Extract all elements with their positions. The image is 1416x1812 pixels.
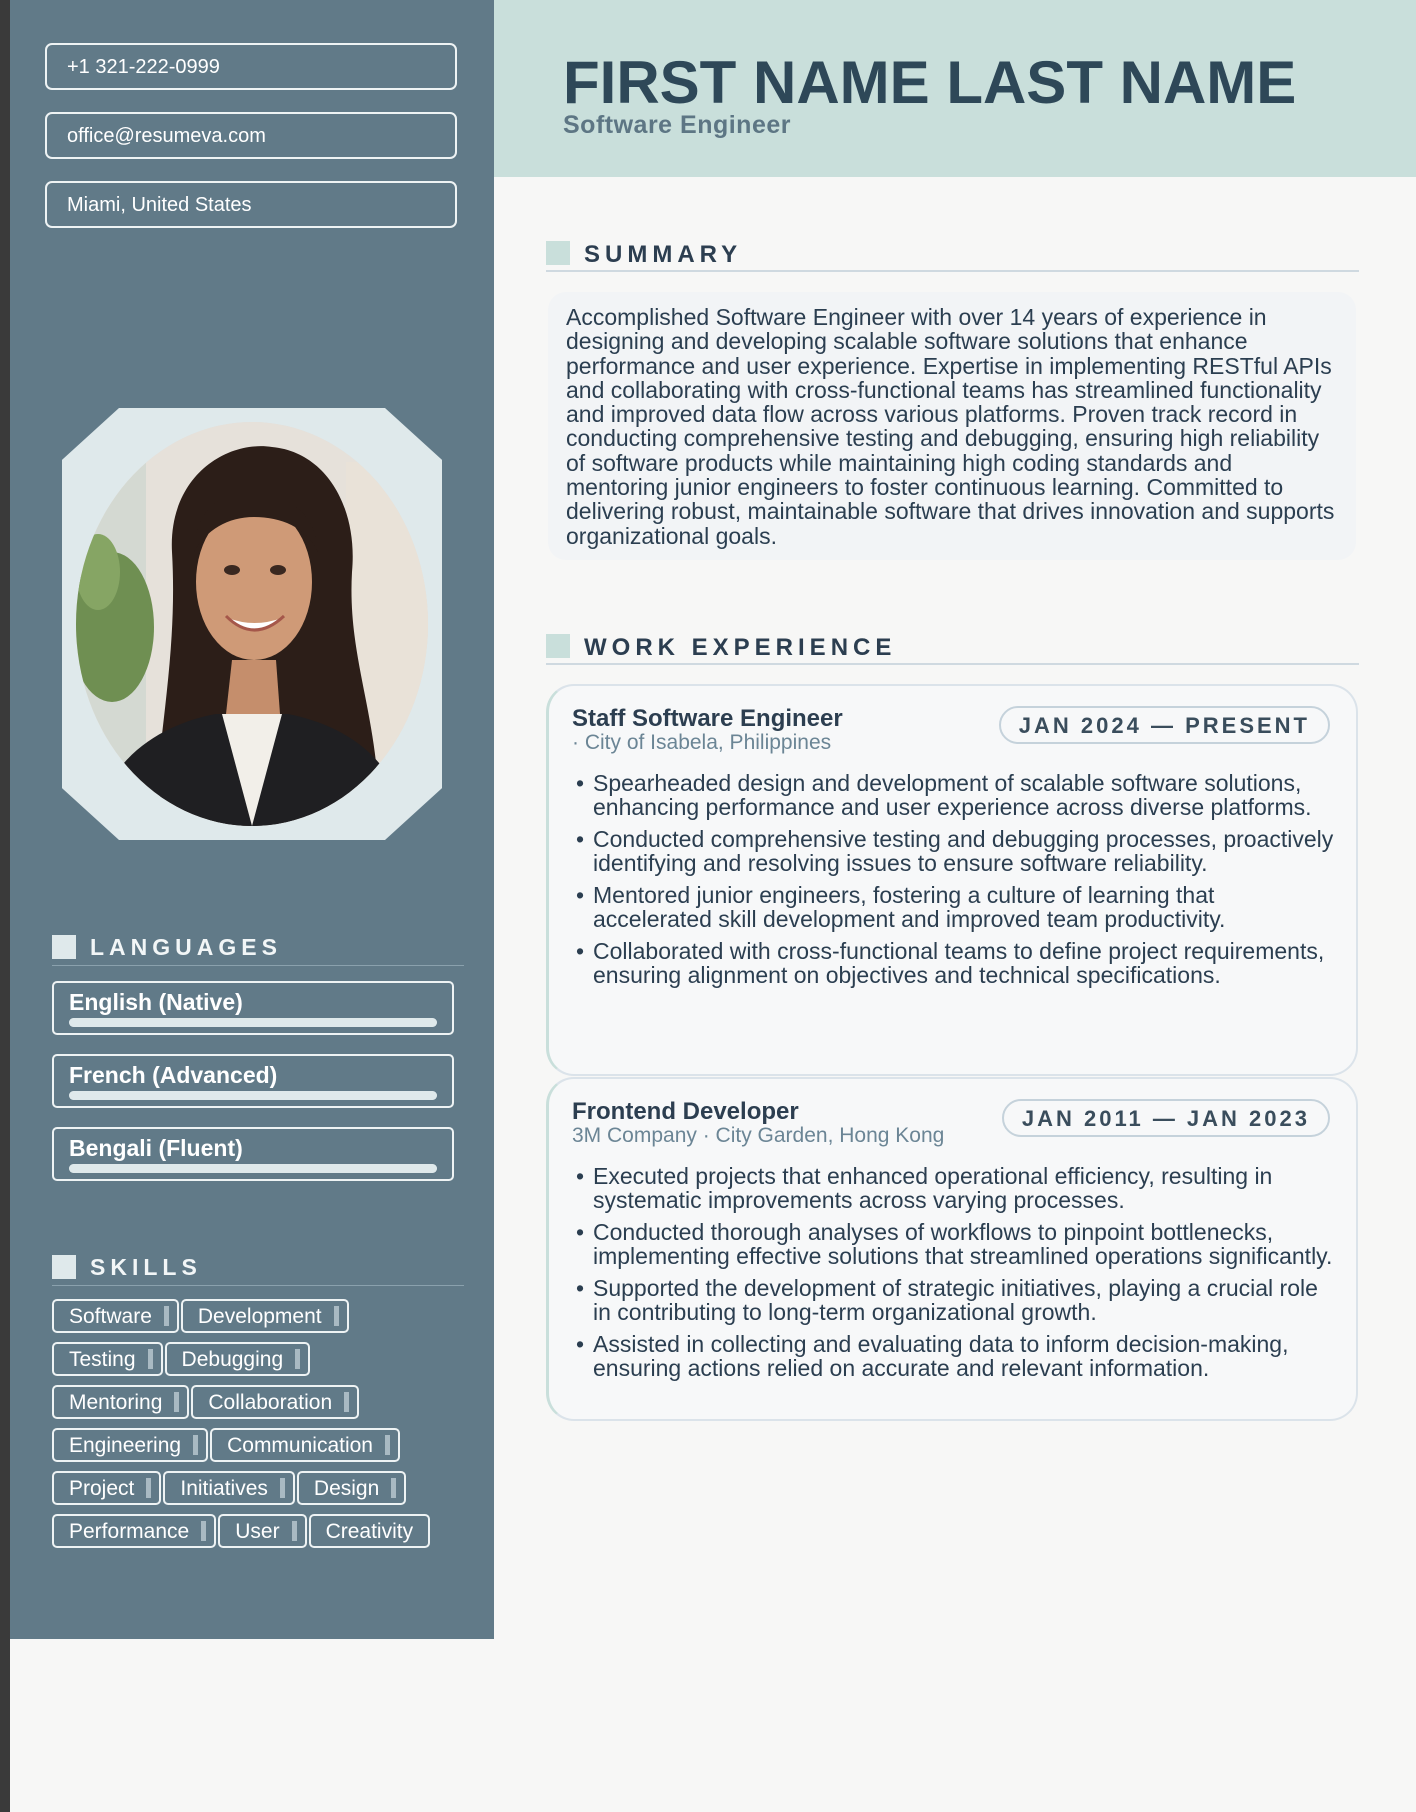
skill-label: Development (197, 1304, 322, 1328)
heading-marker-square (52, 1255, 76, 1279)
language-level-fill (69, 1091, 437, 1100)
skill-label: Project (69, 1476, 135, 1500)
skill-label: Collaboration (208, 1390, 333, 1414)
skill-chip (309, 1514, 431, 1548)
heading-marker-square (52, 935, 76, 959)
summary-heading-text: SUMMARY (584, 241, 743, 268)
skill-chip (191, 1385, 359, 1419)
skill-level-mark (146, 1478, 151, 1498)
skills-row (52, 1299, 464, 1333)
skill-chip (181, 1299, 349, 1333)
skill-chip (52, 1342, 163, 1376)
skill-chip (52, 1514, 216, 1548)
languages-heading-text: LANGUAGES (90, 934, 282, 960)
language-level-fill (69, 1018, 437, 1027)
skills-heading (52, 1251, 464, 1286)
job-location: · City of Isabela, Philippines (572, 731, 832, 754)
skill-label: Software (69, 1304, 152, 1328)
job-card (546, 684, 1358, 1076)
skill-chip (210, 1428, 400, 1462)
job-bullet: • Collaborated with cross-functional teams to define project requirements, ensuring alignment on objectives and technical specifications. (572, 939, 1334, 988)
skill-level-mark (295, 1349, 300, 1369)
job-bullets (572, 1164, 1334, 1388)
candidate-name: FIRST NAME LAST NAME (563, 49, 1297, 116)
job-bullet: • Conducted comprehensive testing and debugging processes, proactively identifying and resolving issues to ensure software reliability. (572, 827, 1334, 876)
contact-location: Miami, United States (45, 181, 457, 228)
skills-list (52, 1299, 464, 1557)
summary-text: Accomplished Software Engineer with over 14 years of experience in designing and developing scalable software solutions that enhance performance and user experience. Expertise in implementing RESTful APIs and collaborating with cross-functional teams has streamlined functionality and improved data flow across various platforms. Proven track record in conducting comprehensive testing and debugging, ensuring high reliability of software products while maintaining high coding standards and mentoring junior engineers to foster continuous learning. Committed to delivering robust, maintainable software that drives innovation and supports organizational goals. (548, 292, 1356, 560)
job-dates-badge: JAN 2024 — PRESENT (999, 706, 1330, 744)
languages-heading (52, 931, 464, 966)
portrait-illustration (76, 422, 428, 826)
job-bullet: • Supported the development of strategic initiatives, playing a crucial role in contributing to long-term organizational growth. (572, 1276, 1334, 1325)
language-level-fill (69, 1164, 437, 1173)
job-bullets (572, 771, 1334, 995)
skill-level-mark (391, 1478, 396, 1498)
skills-row (52, 1514, 464, 1548)
skill-level-mark (201, 1521, 206, 1541)
profile-photo-frame (62, 408, 442, 840)
skill-label: Engineering (69, 1433, 182, 1457)
job-card (546, 1077, 1358, 1421)
skill-chip (163, 1471, 295, 1505)
skill-label: Design (313, 1476, 380, 1500)
heading-marker-square (546, 634, 570, 658)
language-level-bar (69, 1018, 437, 1027)
skill-label: Communication (227, 1433, 373, 1457)
skill-chip (52, 1428, 208, 1462)
skills-row (52, 1342, 464, 1376)
job-bullet: • Conducted thorough analyses of workflows to pinpoint bottlenecks, implementing effective solutions that streamlined operations significantly. (572, 1220, 1334, 1269)
skill-chip (297, 1471, 406, 1505)
skill-level-mark (164, 1306, 169, 1326)
language-label: Bengali (Fluent) (69, 1135, 243, 1161)
skill-chip (52, 1299, 179, 1333)
skills-section (52, 1251, 464, 1543)
skills-row (52, 1428, 464, 1462)
skill-level-mark (148, 1349, 153, 1369)
job-title: Frontend Developer (572, 1098, 799, 1125)
skill-label: Initiatives (180, 1476, 268, 1500)
languages-section (52, 931, 464, 1161)
job-bullet: • Mentored junior engineers, fostering a culture of learning that accelerated skill development and improved team productivity. (572, 883, 1334, 932)
profile-photo (76, 422, 428, 826)
work-experience-heading (546, 629, 1359, 665)
skill-label: Testing (69, 1347, 136, 1371)
skill-level-mark (344, 1392, 349, 1412)
skill-level-mark (334, 1306, 339, 1326)
skill-label: Mentoring (69, 1390, 163, 1414)
job-bullet: • Assisted in collecting and evaluating data to inform decision-making, ensuring actions relied on accurate and relevant information. (572, 1332, 1334, 1381)
skills-row (52, 1471, 464, 1505)
skill-label: Debugging (181, 1347, 284, 1371)
sidebar (10, 0, 494, 1639)
language-item (52, 1127, 454, 1181)
skill-label: Performance (69, 1519, 190, 1543)
job-bullet: • Executed projects that enhanced operational efficiency, resulting in systematic improvements across varying processes. (572, 1164, 1334, 1213)
language-item (52, 1054, 454, 1108)
skill-chip (52, 1471, 161, 1505)
job-company-location: 3M Company · City Garden, Hong Kong (572, 1124, 945, 1147)
skill-level-mark (292, 1521, 297, 1541)
skill-level-mark (385, 1435, 390, 1455)
language-level-bar (69, 1091, 437, 1100)
skills-heading-text: SKILLS (90, 1254, 202, 1280)
language-item (52, 981, 454, 1035)
contact-email: office@resumeva.com (45, 112, 457, 159)
left-edge-strip (0, 0, 10, 1812)
skill-chip (218, 1514, 306, 1548)
job-title: Staff Software Engineer (572, 705, 843, 732)
skill-level-mark (174, 1392, 179, 1412)
skill-chip (52, 1385, 189, 1419)
work-experience-heading-text: WORK EXPERIENCE (584, 634, 897, 661)
job-dates-badge: JAN 2011 — JAN 2023 (1002, 1099, 1330, 1137)
language-label: English (Native) (69, 989, 243, 1015)
contact-phone: +1 321-222-0999 (45, 43, 457, 90)
skill-level-mark (280, 1478, 285, 1498)
skill-level-mark (193, 1435, 198, 1455)
heading-marker-square (546, 241, 570, 265)
skill-chip (165, 1342, 311, 1376)
summary-heading (546, 236, 1359, 272)
skill-label: User (235, 1519, 280, 1543)
skills-row (52, 1385, 464, 1419)
language-label: French (Advanced) (69, 1062, 278, 1088)
skill-label: Creativity (325, 1519, 414, 1543)
language-level-bar (69, 1164, 437, 1173)
candidate-role: Software Engineer (563, 111, 791, 139)
job-bullet: • Spearheaded design and development of scalable software solutions, enhancing performance and user experience across diverse platforms. (572, 771, 1334, 820)
